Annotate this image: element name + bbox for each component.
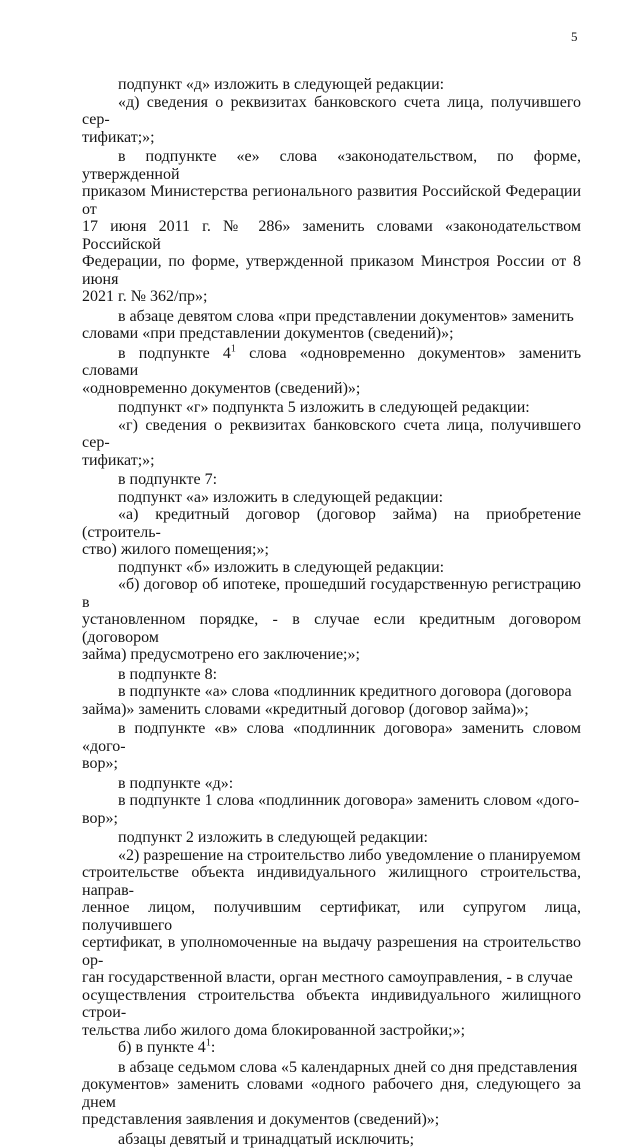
paragraph: «2) разрешение на строительство либо уведомление о планируемом строительстве объекта индивидуального жилищного строительства, направ- ленное лицом, получившим сертификат, или супругом лица, получившего сертификат, в уполномоченные на выдачу разрешения на строительство ор- ган государственной власти, орган местного самоуправления, - в случае осуществления строительства объекта индивидуального жилищного строи- тельства либо жилого дома блокированной застройки;»; — [82, 847, 581, 1040]
paragraph: в абзаце седьмом слова «5 календарных дней со дня представления документов» заменить словами «одного рабочего дня, следующего за днем представления заявления и документов (сведений)»; — [82, 1059, 581, 1129]
document-body — [82, 76, 581, 1148]
paragraph: подпункт «г» подпункта 5 изложить в следующей редакции: — [82, 399, 581, 417]
paragraph: подпункт «б» изложить в следующей редакции: — [82, 559, 581, 577]
paragraph: в подпункте «а» слова «подлинник кредитного договора (договора займа)» заменить словами «кредитный договор (договор займа)»; — [82, 683, 581, 718]
paragraph: в подпункте 8: — [82, 666, 581, 684]
paragraph: «б) договор об ипотеке, прошедший государственную регистрацию в установленном порядке, - в случае если кредитным договором (договором займа) предусмотрено его заключение;»; — [82, 576, 581, 664]
paragraph: «г) сведения о реквизитах банковского счета лица, получившего сер- тификат;»; — [82, 417, 581, 470]
paragraph: подпункт «д» изложить в следующей редакции: — [82, 76, 581, 94]
paragraph-text: в подпункте 4 — [118, 345, 231, 362]
superscript: 1 — [231, 343, 236, 354]
paragraph-text: б) в пункте 4 — [118, 1039, 206, 1056]
paragraph: подпункт «а» изложить в следующей редакции: — [82, 489, 581, 507]
paragraph: абзацы девятый и тринадцатый исключить; — [82, 1131, 581, 1148]
paragraph: в подпункте 7: — [82, 471, 581, 489]
paragraph: «д) сведения о реквизитах банковского счета лица, получившего сер- тификат;»; — [82, 94, 581, 147]
page-number: 5 — [571, 29, 578, 45]
paragraph — [82, 1039, 581, 1057]
paragraph: «а) кредитный договор (договор займа) на приобретение (строитель- ство) жилого помещения;»; — [82, 506, 581, 559]
paragraph: в абзаце девятом слова «при представлении документов» заменить словами «при представлении документов (сведений)»; — [82, 308, 581, 343]
paragraph-text: слова «одновременно документов» заменить словами «одновременно документов (сведений)»; — [82, 345, 581, 397]
paragraph: в подпункте «в» слова «подлинник договора» заменить словом «дого- вор»; — [82, 720, 581, 773]
paragraph: в подпункте 1 слова «подлинник договора» заменить словом «дого- вор»; — [82, 792, 581, 827]
paragraph — [82, 345, 581, 398]
paragraph: в подпункте «д»: — [82, 775, 581, 793]
paragraph: в подпункте «е» слова «законодательством, по форме, утвержденной приказом Министерства регионального развития Российской Федерации от 17 июня 2011 г. № 286» заменить словами «законодательством Российской Федерации, по форме, утвержденной приказом Минстроя России от 8 июня 2021 г. № 362/пр»; — [82, 148, 581, 306]
paragraph-text: : — [211, 1039, 215, 1056]
superscript: 1 — [206, 1038, 211, 1049]
paragraph: подпункт 2 изложить в следующей редакции: — [82, 829, 581, 847]
